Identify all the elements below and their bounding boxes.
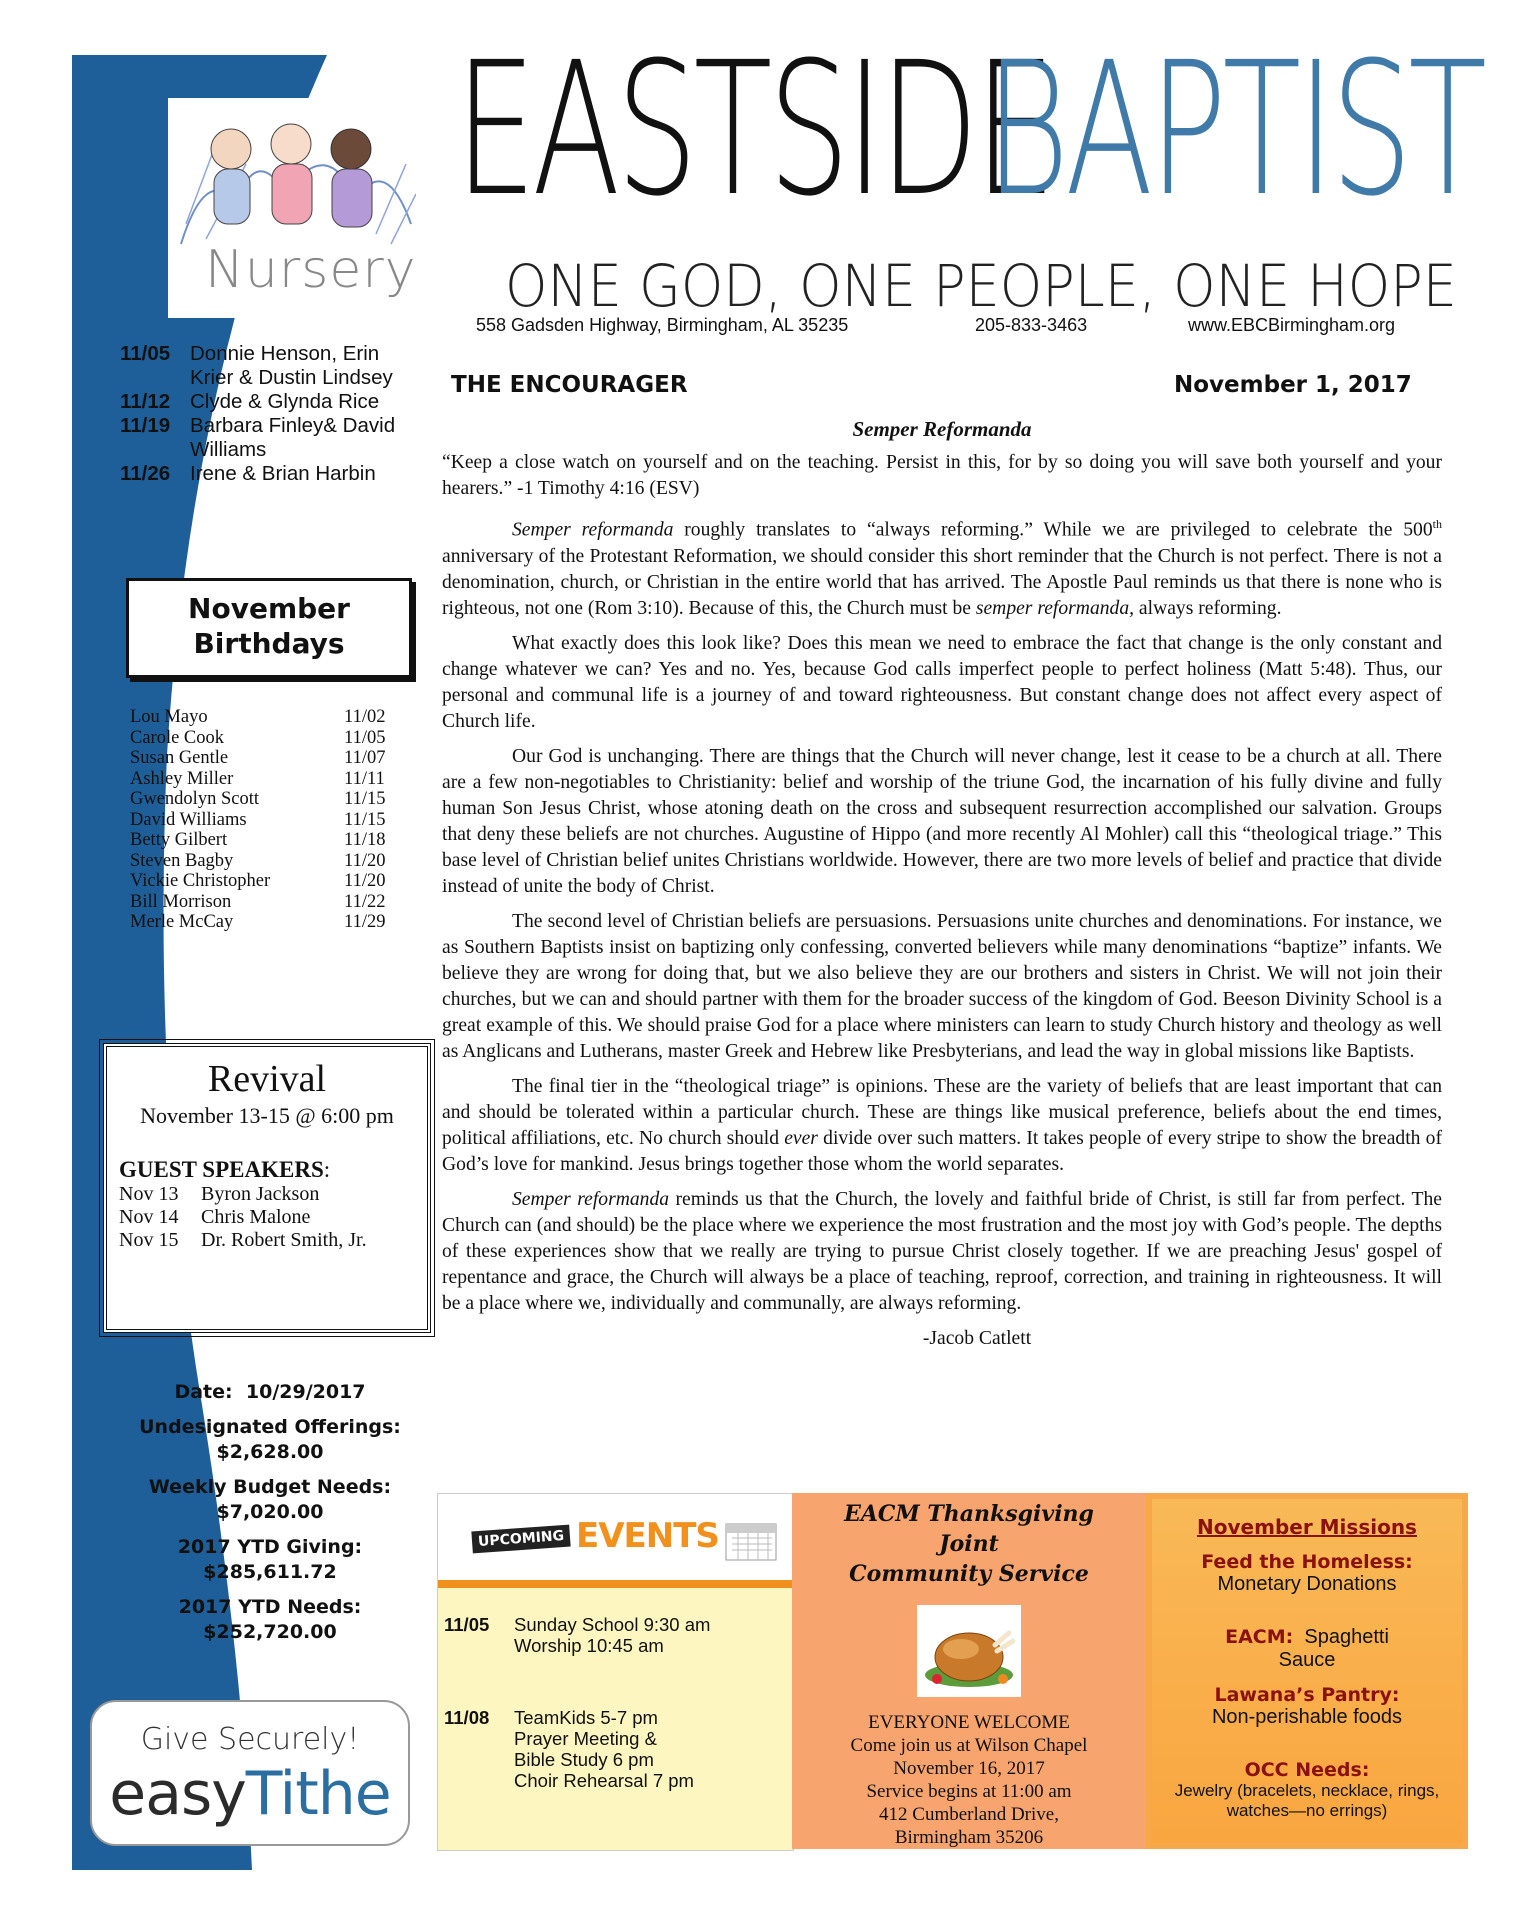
speaker-date: Nov 15 <box>119 1229 179 1251</box>
nursery-names: Clyde & Glynda Rice <box>190 390 380 413</box>
birthday-date: 11/20 <box>344 850 386 871</box>
church-address: 558 Gadsden Highway, Birmingham, AL 35235 <box>476 315 849 335</box>
church-phone: 205-833-3463 <box>975 315 1088 335</box>
birthday-row <box>130 871 392 892</box>
mission-label: Feed the Homeless: <box>1201 1551 1413 1573</box>
guest-speakers-colon: : <box>323 1157 331 1182</box>
upcoming-events-header <box>438 1494 793 1588</box>
birthday-name: Merle McCay <box>130 912 234 932</box>
nursery-date: 11/19 <box>120 414 171 437</box>
event-line: Choir Rehearsal 7 pm <box>514 1770 694 1791</box>
ytd-giving-value: $285,611.72 <box>203 1561 337 1583</box>
missions-title: November Missions <box>1197 1515 1417 1539</box>
ytd-giving <box>120 1535 420 1585</box>
newsletter-name: THE ENCOURAGER <box>451 372 688 398</box>
eacm-line: Birmingham 35206 <box>894 1827 1044 1848</box>
report-date-label: Date: <box>174 1381 233 1403</box>
birthday-date: 11/29 <box>344 912 386 932</box>
article-paragraph <box>442 1074 1442 1178</box>
event-line: Prayer Meeting & <box>514 1728 657 1749</box>
birthday-row <box>130 789 392 810</box>
birthday-name: Lou Mayo <box>130 707 208 727</box>
nursery-schedule <box>120 342 420 486</box>
article-emphasis: ever <box>784 1127 818 1149</box>
nursery-names: Irene & Brian Harbin <box>190 462 376 485</box>
mission-label: EACM: <box>1225 1626 1294 1648</box>
nursery-babies-illustration <box>176 104 416 254</box>
article-text: The final tier in the “theological triage” is opinions. These are the variety of beliefs that are least important that can and should be tolerated within a particular church. These are things like musical preference, beliefs about the end times, political affiliations, etc. No church should <box>442 1075 1442 1149</box>
undesignated-offerings <box>120 1415 420 1465</box>
eacm-line: Come join us at Wilson Chapel <box>850 1735 1088 1756</box>
event-details <box>514 1707 694 1791</box>
birthday-date: 11/15 <box>344 789 386 809</box>
church-website: www.EBCBirmingham.org <box>1188 315 1396 335</box>
revival-title: Revival <box>207 1058 327 1100</box>
report-date <box>120 1380 420 1405</box>
birthday-date: 11/20 <box>344 871 386 891</box>
article-paragraph: Our God is unchanging. There are things that the Church will never change, lest it cease to be a church at all. There are a few non-negotiables to Christianity: belief and worship of the triune God, the incarnation of his fully divine and fully human Son Jesus Christ, whose atoning death on the cross and subsequent resurrection accomplished our salvation. Groups that deny these beliefs are not churches. Augustine of Hippo (and more recently Al Mohler) call this “theological triage.” This base level of Christian belief unites Christians worldwide. However, there are two more levels of belief and practice that divide instead of unite the body of Christ. <box>442 745 1442 897</box>
guest-speakers-heading-text: GUEST SPEAKERS <box>119 1157 324 1182</box>
eacm-line: November 16, 2017 <box>893 1758 1045 1779</box>
birthday-date: 11/05 <box>344 727 386 748</box>
birthday-date: 11/22 <box>344 891 386 912</box>
event-line: Worship 10:45 am <box>514 1635 664 1656</box>
november-missions-box <box>1146 1493 1468 1849</box>
eacm-title-line: EACM Thanksgiving <box>844 1501 1094 1527</box>
birthday-row <box>130 830 392 851</box>
birthday-row <box>130 810 392 831</box>
birthday-name: Ashley Miller <box>130 768 234 789</box>
event-line: Bible Study 6 pm <box>514 1749 654 1770</box>
nursery-row <box>120 414 420 462</box>
eacm-info <box>792 1711 1146 1849</box>
easytithe-logo-tithe: Tithe <box>245 1759 391 1829</box>
birthdays-title-line1: November <box>188 592 350 625</box>
speaker-date: Nov 13 <box>119 1183 179 1205</box>
eacm-welcome: EVERYONE WELCOME <box>868 1712 1070 1733</box>
birthday-name: Betty Gilbert <box>130 830 228 850</box>
nursery-date: 11/26 <box>120 462 171 485</box>
guest-speakers-heading <box>119 1157 427 1183</box>
birthday-name: David Williams <box>130 809 247 830</box>
mission-occ <box>1152 1759 1462 1821</box>
birthdays-title <box>129 581 409 661</box>
eacm-title <box>792 1499 1146 1589</box>
mission-label: Lawana’s Pantry: <box>1214 1684 1400 1706</box>
article-text: reminds us that the Church, the lovely and faithful bride of Christ, is still far from perfect. The Church can (and should) be the place where we experience the most frustration and the most joy with God’s people. The depths of these experiences show that we really are trying to pursue Christ closely together. If we are preaching Jesus' gospel of repentance and grace, the Church will always be a place of teaching, reproof, correction, and training in righteousness. It will be a place where we, individually and communally, are always reforming. <box>442 1188 1443 1314</box>
mission-value: Jewelry (bracelets, necklace, rings, watches—no errings) <box>1174 1781 1440 1820</box>
birthday-row <box>130 769 392 790</box>
event-line: Sunday School 9:30 am <box>514 1614 711 1635</box>
mission-pantry <box>1152 1684 1462 1729</box>
revival-box <box>103 1043 431 1333</box>
speaker-name: Dr. Robert Smith, Jr. <box>201 1229 367 1251</box>
article-text: anniversary of the Protestant Reformation, we should consider this short reminder that the Church is not perfect. There is not a denomination, church, or Christian in the entire world that has arrived. The Apostle Paul reminds us that there is none who is righteous, not one (Rom 3:10). Because of this, the Church must be <box>442 545 1442 619</box>
masthead-slogan: ONE GOD, ONE PEOPLE, ONE HOPE <box>505 252 1457 320</box>
article-paragraph <box>442 511 1442 622</box>
calendar-icon <box>724 1518 780 1562</box>
birthday-date: 11/07 <box>344 748 386 768</box>
weekly-budget-value: $7,020.00 <box>216 1501 324 1523</box>
event-item <box>444 1614 789 1656</box>
article <box>442 416 1442 1352</box>
article-text: divide over such matters. It takes people of every stripe to show the breadth of God’s love for mankind. Jesus brings together those whom the world separates. <box>442 1127 1442 1175</box>
easytithe-logo-easy: easy <box>109 1759 246 1829</box>
speaker-row <box>119 1229 427 1252</box>
birthdays-heading-box <box>126 578 412 678</box>
ytd-needs-value: $252,720.00 <box>203 1621 337 1643</box>
article-emphasis: Semper reformanda <box>512 1188 670 1210</box>
easytithe-badge[interactable] <box>90 1700 410 1846</box>
event-date: 11/08 <box>444 1707 490 1728</box>
birthday-date: 11/15 <box>344 809 386 830</box>
mission-eacm <box>1152 1626 1462 1672</box>
give-securely-text: Give Securely! <box>140 1722 360 1757</box>
birthday-date: 11/18 <box>344 830 386 850</box>
mission-feed-homeless <box>1152 1551 1462 1596</box>
birthday-date: 11/11 <box>344 768 385 789</box>
event-details <box>514 1614 710 1656</box>
banner-upcoming: UPCOMING <box>471 1525 570 1554</box>
nursery-names: Barbara Finley& David Williams <box>190 414 396 461</box>
birthday-row <box>130 892 392 913</box>
article-signature: -Jacob Catlett <box>922 1327 1032 1349</box>
birthday-row <box>130 912 392 933</box>
article-title: Semper Reformanda <box>852 417 1032 441</box>
weekly-budget <box>120 1475 420 1525</box>
nursery-row <box>120 342 420 390</box>
event-item <box>444 1707 789 1791</box>
speaker-name: Chris Malone <box>201 1206 311 1228</box>
article-superscript: th <box>1432 517 1442 531</box>
eacm-line: 412 Cumberland Drive, <box>879 1804 1059 1825</box>
mission-value: Sauce <box>1278 1649 1336 1671</box>
event-date: 11/05 <box>444 1614 490 1635</box>
upcoming-events-box <box>437 1493 794 1851</box>
eacm-line: Service begins at 11:00 am <box>866 1781 1072 1802</box>
speaker-row <box>119 1206 427 1229</box>
event-line: TeamKids 5-7 pm <box>514 1707 658 1728</box>
birthday-row <box>130 851 392 872</box>
missions-inner <box>1152 1499 1462 1843</box>
nursery-date: 11/12 <box>120 390 171 413</box>
eacm-title-line: Community Service <box>849 1561 1089 1587</box>
article-emphasis: Semper reformanda <box>512 519 674 541</box>
eacm-title-line: Joint <box>939 1531 999 1557</box>
undesignated-label: Undesignated Offerings: <box>139 1416 401 1438</box>
speaker-date: Nov 14 <box>119 1206 179 1228</box>
article-text: always reforming. <box>1134 597 1282 619</box>
mission-label: OCC Needs: <box>1244 1759 1370 1781</box>
masthead-baptist: BAPTIST <box>985 23 1483 237</box>
turkey-icon <box>917 1605 1021 1697</box>
article-paragraph <box>442 1187 1442 1317</box>
mission-value: Non-perishable foods <box>1211 1706 1403 1728</box>
report-date-value: 10/29/2017 <box>245 1381 366 1403</box>
revival-dates: November 13-15 @ 6:00 pm <box>140 1103 394 1128</box>
birthday-name: Susan Gentle <box>130 748 229 768</box>
banner-events: EVENTS <box>576 1516 719 1556</box>
birthday-name: Gwendolyn Scott <box>130 789 259 809</box>
undesignated-value: $2,628.00 <box>216 1441 324 1463</box>
ytd-needs <box>120 1595 420 1645</box>
offerings-summary <box>120 1380 420 1655</box>
speaker-name: Byron Jackson <box>201 1183 320 1205</box>
ytd-giving-label: 2017 YTD Giving: <box>177 1536 363 1558</box>
article-emphasis: semper reformanda, <box>975 597 1135 619</box>
masthead-eastside: EASTSIDE <box>455 23 1052 237</box>
birthday-date: 11/02 <box>344 707 386 727</box>
birthdays-title-line2: Birthdays <box>193 627 345 660</box>
speaker-row <box>119 1183 427 1206</box>
nursery-row <box>120 462 420 486</box>
nursery-row <box>120 390 420 414</box>
nursery-names: Donnie Henson, Erin Krier & Dustin Lindsey <box>190 342 393 389</box>
birthday-name: Vickie Christopher <box>130 871 271 891</box>
article-quote: “Keep a close watch on yourself and on the teaching. Persist in this, for by so doing you will save both yourself and your hearers.” -1 Timothy 4:16 (ESV) <box>442 452 1442 499</box>
birthday-name: Carole Cook <box>130 727 225 748</box>
article-text: roughly translates to “always reforming.” While we are privileged to celebrate the 500 <box>673 519 1433 541</box>
birthday-name: Bill Morrison <box>130 891 232 912</box>
eacm-thanksgiving-box <box>792 1493 1146 1849</box>
masthead-title <box>455 23 1515 237</box>
birthday-row <box>130 748 392 769</box>
weekly-budget-label: Weekly Budget Needs: <box>148 1476 392 1498</box>
birthdays-list <box>130 707 392 933</box>
mission-value: Monetary Donations <box>1217 1573 1397 1595</box>
article-paragraph: What exactly does this look like? Does this mean we need to embrace the fact that change is the only constant and change whatever we can? Yes and no. Yes, because God calls imperfect people to perfect holiness (Matt 5:48). Thus, our personal and communal life is a journey of and toward righteousness. But constant change does not affect every aspect of Church life. <box>442 632 1442 732</box>
ytd-needs-label: 2017 YTD Needs: <box>178 1596 362 1618</box>
birthday-row <box>130 728 392 749</box>
easytithe-logo <box>92 1759 408 1829</box>
newsletter-date: November 1, 2017 <box>1174 372 1412 398</box>
article-paragraph: The second level of Christian beliefs are persuasions. Persuasions unite churches and denominations. For instance, we as Southern Baptists insist on baptizing only confessing, converted believers while many denominations “baptize” infants. We believe they are wrong for doing that, but we also believe they are our brothers and sisters in Christ. We will not join their churches, but we can and should partner with them for the broader success of the kingdom of God. Beeson Divinity School is a great example of this. We should praise God for a place where ministers can learn to study Church history and theology as well as Anglicans and Lutherans, master Greek and Hebrew like Presbyterians, and lead the way in global missions like Baptists. <box>442 910 1442 1062</box>
birthday-name: Steven Bagby <box>130 850 234 871</box>
mission-value: Spaghetti <box>1304 1626 1389 1648</box>
nursery-label: Nursery <box>205 240 417 300</box>
birthday-row <box>130 707 392 728</box>
nursery-date: 11/05 <box>120 342 171 365</box>
